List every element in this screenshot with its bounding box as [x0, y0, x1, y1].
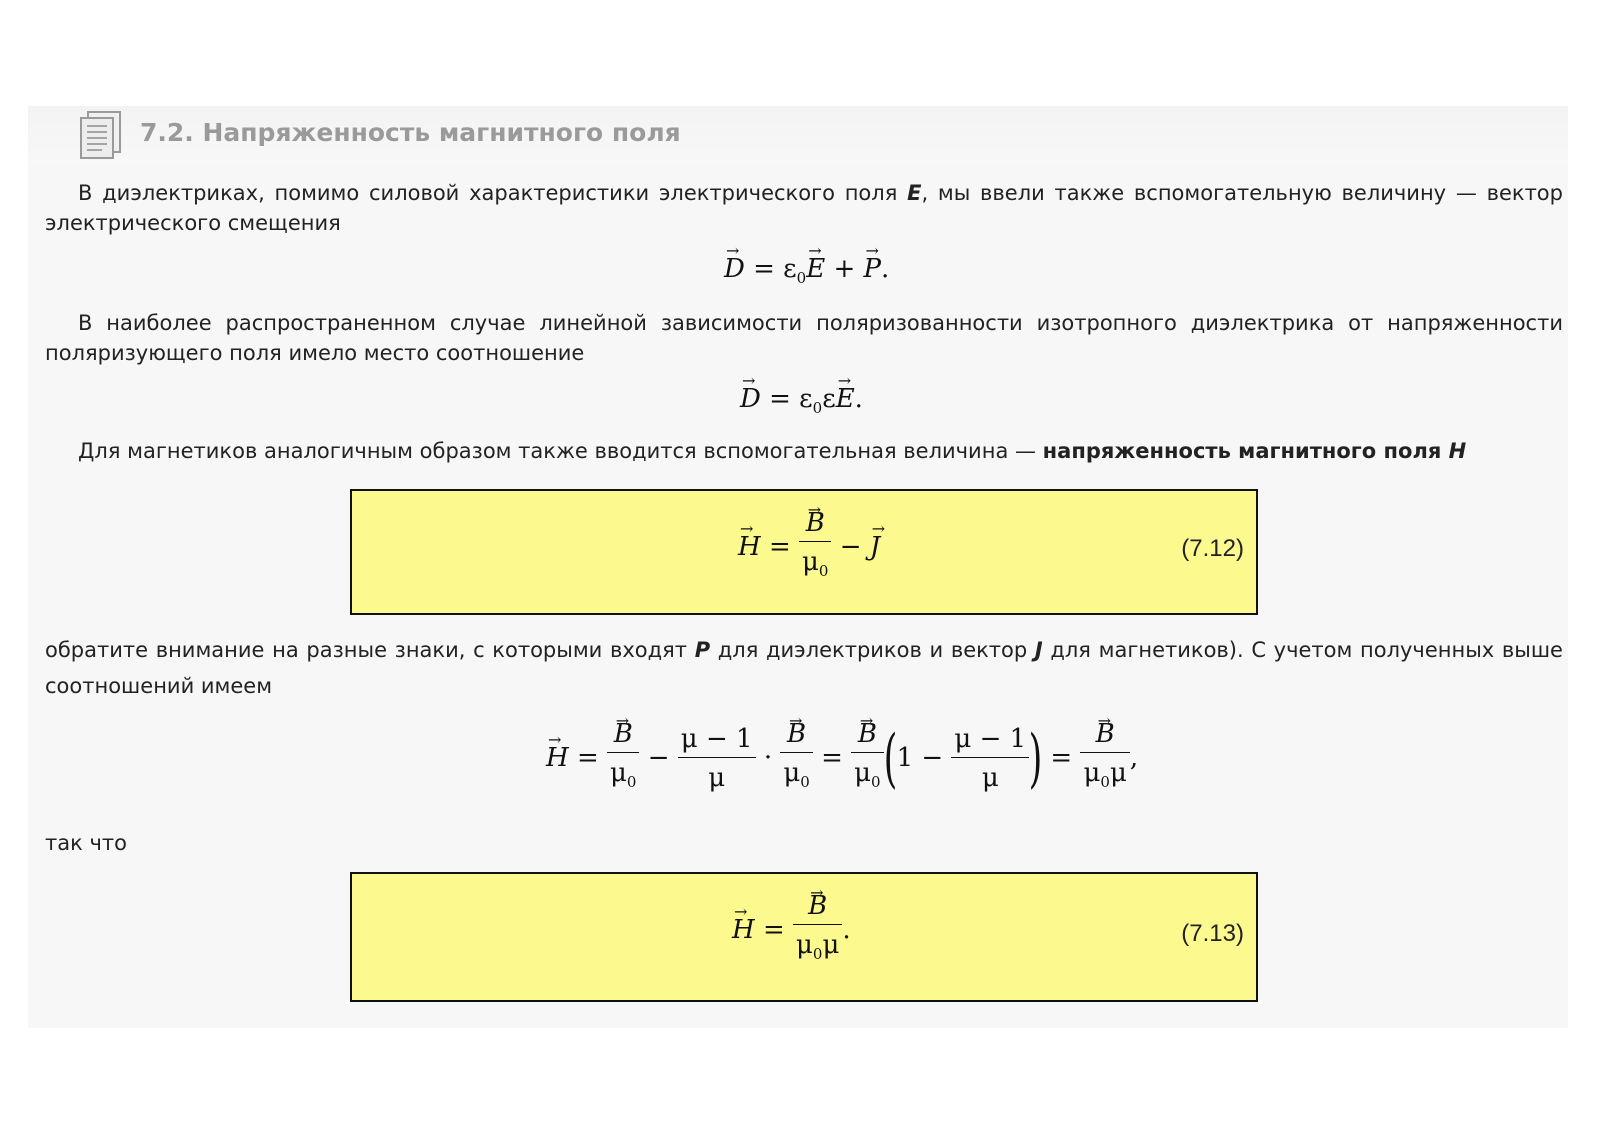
- paragraph-sign-note: [45, 632, 1563, 704]
- equation-box-7-13: [350, 872, 1258, 1002]
- paragraph-dielectric-intro: [45, 178, 1563, 238]
- paragraph-text: Для магнетиков аналогичным образом также вводится вспомогательная величина —: [78, 439, 1043, 463]
- formula-h-linear: → H = → $\frac{B}{\mu_0\mu}$ .: [732, 888, 851, 974]
- formula-displacement-linear: → $D = \varepsilon_0\varepsilon\to E$.: [740, 384, 863, 417]
- formula-h-definition: → H = → $\frac{B}{\mu_0}$ − → J: [738, 505, 880, 591]
- paragraph-text: так что: [45, 831, 127, 855]
- variable-e: E: [907, 181, 922, 205]
- paragraph-text: В наиболее распространенном случае линейной зависимости поляризованности изотропного диэлектрика от напряженности поляризующего поля имело место соотношение: [45, 311, 1563, 365]
- paragraph-so-that: [45, 828, 1563, 858]
- section-title: 7.2. Напряженность магнитного поля: [140, 118, 681, 147]
- paragraph-linear-dependence: [45, 308, 1563, 368]
- paragraph-text: для диэлектриков и вектор: [710, 638, 1035, 662]
- paragraph-text: обратите внимание на разные знаки, с которыми входят: [45, 638, 695, 662]
- document-icon: [78, 110, 124, 160]
- paragraph-text: , мы ввели также вспомогательную величину — вектор электрического смещения: [45, 181, 1563, 235]
- variable-p: P: [694, 638, 711, 662]
- term-magnetic-field-strength: напряженность магнитного поля: [1042, 439, 1449, 463]
- variable-h: H: [1448, 439, 1467, 463]
- formula-derivation: → H = → $\frac{B}{\mu_0}$ − $\frac{\mu - 1}{\mu}$ · → $\frac{B}{\mu_0}$ = → $\frac{B}{\mu_0}$ (1 − $\frac{\mu - 1}{\mu}$ ) = → $\frac{B}{\mu_0\mu}$ ,: [546, 716, 1138, 802]
- formula-displacement-definition: → $D = \varepsilon_0\to E$ + → P.: [724, 254, 889, 287]
- paragraph-magnetic-intro: [45, 436, 1563, 466]
- equation-number: (7.12): [1181, 535, 1244, 562]
- variable-j: J: [1034, 638, 1043, 662]
- paragraph-text: для магнетиков). С учетом полученных выше соотношений имеем: [45, 638, 1563, 698]
- paragraph-text: В диэлектриках, помимо силовой характеристики электрического поля: [78, 181, 908, 205]
- equation-box-7-12: [350, 489, 1258, 615]
- equation-number: (7.13): [1181, 920, 1244, 947]
